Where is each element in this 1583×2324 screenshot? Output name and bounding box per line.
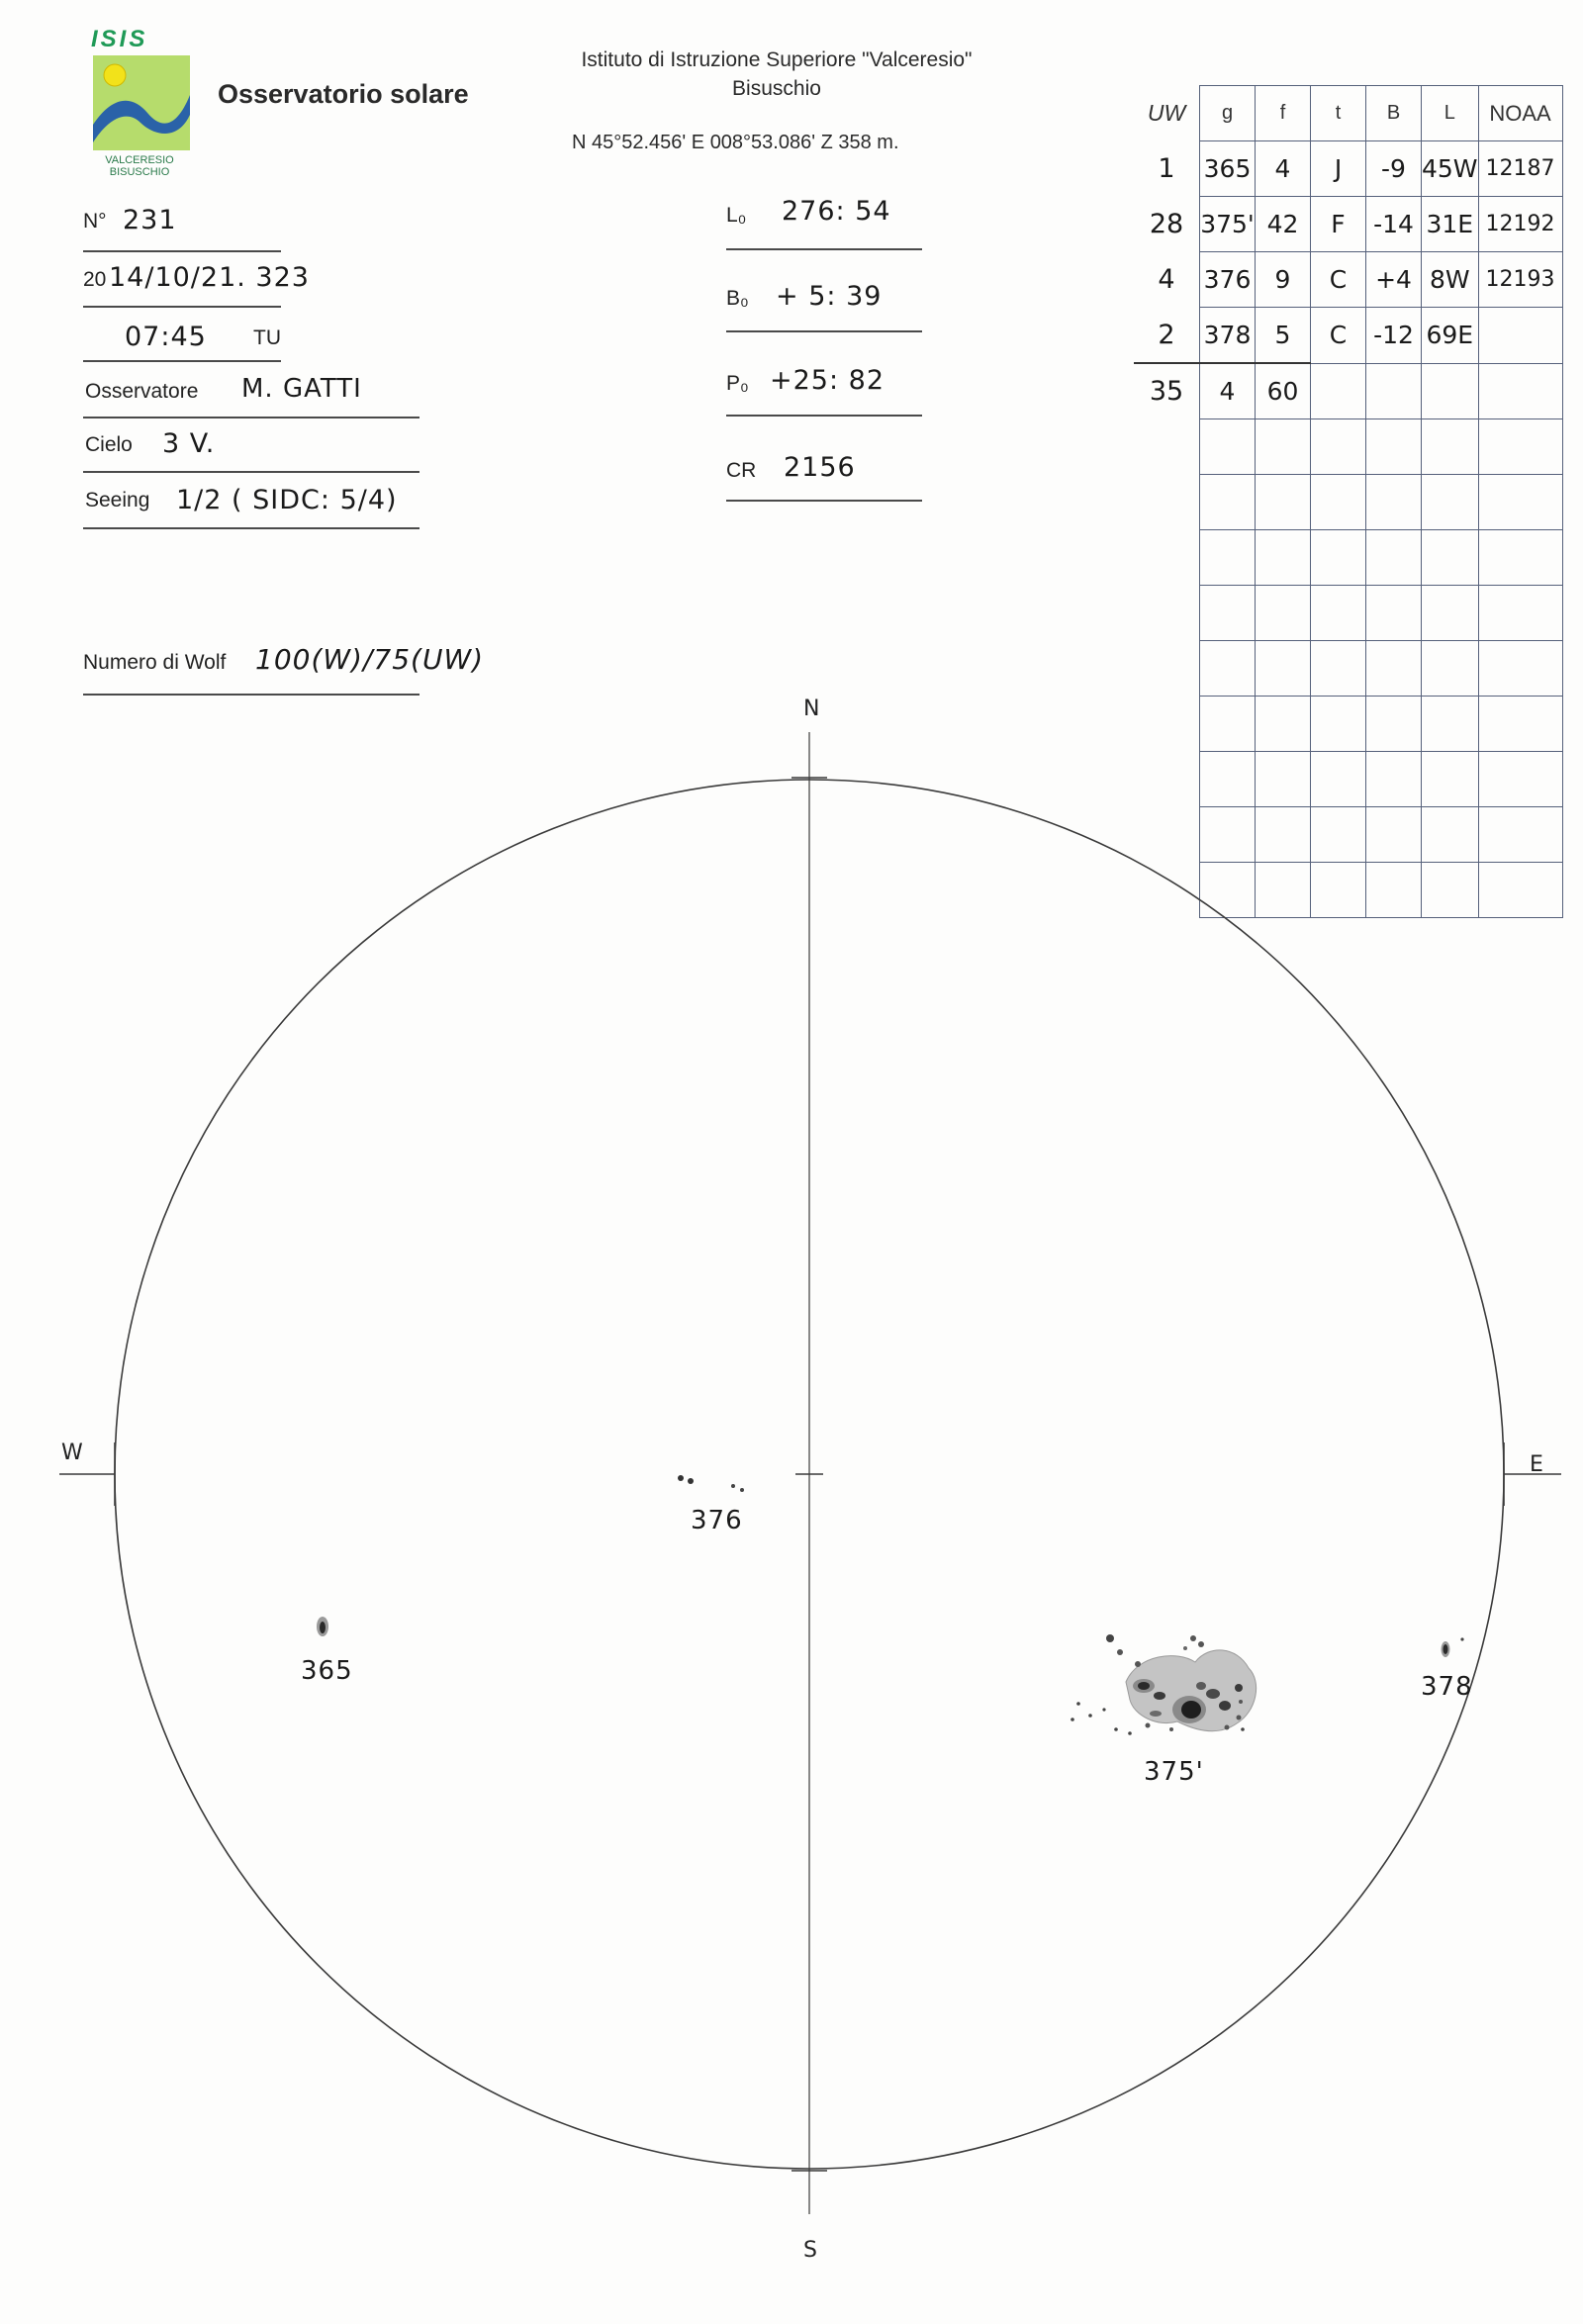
l0-label: L₀ (726, 204, 747, 227)
umbra (1154, 1692, 1165, 1700)
sunspot (1102, 1708, 1105, 1711)
umbra (1138, 1682, 1150, 1690)
cell-type: C (1311, 252, 1366, 308)
observation-number: 231 (123, 205, 177, 235)
umbra (1196, 1682, 1206, 1690)
col-header-uw: UW (1147, 100, 1186, 126)
umbra (1219, 1701, 1231, 1711)
sunspot (1235, 1684, 1243, 1692)
total-groups: 4 (1200, 363, 1256, 419)
cell-uw: 1 (1158, 153, 1175, 184)
sunspot-group-375 (1071, 1634, 1256, 1735)
umbra (1206, 1689, 1220, 1699)
group-label-365: 365 (301, 1656, 353, 1686)
group-label-375: 375' (1144, 1757, 1204, 1787)
time-suffix: TU (253, 326, 281, 349)
logo-tag: ISIS (91, 26, 148, 52)
sunspot (1183, 1646, 1187, 1650)
cell-type: F (1311, 197, 1366, 252)
cell-lon: 31E (1422, 197, 1479, 252)
col-header-l: L (1422, 86, 1479, 141)
wolf-number: 100(W)/75(UW) (255, 643, 485, 676)
sunspot (1190, 1635, 1196, 1641)
seeing-value: 1/2 ( SIDC: 5/4) (176, 485, 398, 515)
sunspot (1106, 1634, 1114, 1642)
observer-name: M. GATTI (241, 374, 362, 404)
col-header-noaa: NOAA (1478, 86, 1562, 141)
cell-f: 42 (1256, 197, 1311, 252)
cell-noaa: 12187 (1478, 141, 1562, 197)
sunspot (1071, 1718, 1074, 1721)
sunspot (1146, 1723, 1151, 1728)
sky-label: Cielo (85, 433, 133, 456)
sunspot (1460, 1637, 1463, 1640)
south-label: S (803, 2238, 817, 2263)
cell-f: 9 (1256, 252, 1311, 308)
cell-lat: -14 (1366, 197, 1422, 252)
cr-value: 2156 (784, 452, 856, 483)
number-label: N° (83, 210, 107, 232)
cell-noaa: 12192 (1478, 197, 1562, 252)
sunspot (1169, 1727, 1173, 1731)
west-label: W (61, 1441, 83, 1465)
l0-value: 276: 54 (782, 196, 891, 227)
col-header-b: B (1366, 86, 1422, 141)
umbra (320, 1622, 326, 1633)
group-label-378: 378 (1421, 1672, 1473, 1702)
col-header-g: g (1200, 86, 1256, 141)
sunspot (1114, 1727, 1118, 1731)
cell-lat: -9 (1366, 141, 1422, 197)
sunspot (1198, 1641, 1204, 1647)
sunspot (1088, 1714, 1092, 1718)
cell-lon: 45W (1422, 141, 1479, 197)
cell-uw: 4 (1158, 264, 1175, 295)
north-label: N (803, 697, 820, 721)
sunspot (1241, 1727, 1245, 1731)
cell-group: 376 (1200, 252, 1256, 308)
cell-noaa: 12193 (1478, 252, 1562, 308)
sunspot (1117, 1649, 1123, 1655)
observatory-title: Osservatorio solare (218, 79, 469, 109)
cell-uw: 2 (1158, 319, 1175, 350)
date-prefix: 20 (83, 268, 107, 291)
total-uw: 35 (1134, 363, 1200, 419)
cell-lat: -12 (1366, 308, 1422, 364)
east-label: E (1530, 1452, 1543, 1477)
b0-label: B₀ (726, 287, 749, 310)
p0-label: P₀ (726, 372, 749, 395)
sky-value: 3 V. (162, 428, 216, 459)
cell-uw: 28 (1149, 209, 1184, 239)
sunspot (1128, 1731, 1132, 1735)
observer-label: Osservatore (85, 380, 199, 403)
sunspot (678, 1475, 684, 1481)
sunspot (1239, 1700, 1243, 1704)
group-label-376: 376 (691, 1506, 743, 1535)
sunspot (740, 1488, 744, 1492)
umbra (1181, 1701, 1201, 1719)
cell-type: C (1311, 308, 1366, 364)
logo-caption: VALCERESIO BISUSCHIO (105, 154, 174, 178)
sunspot (731, 1484, 735, 1488)
cell-f: 5 (1256, 308, 1311, 364)
b0-value: + 5: 39 (776, 281, 883, 312)
sunspot (1237, 1716, 1242, 1720)
umbra (1150, 1711, 1162, 1717)
cell-group: 375' (1200, 197, 1256, 252)
wolf-label: Numero di Wolf (83, 651, 227, 674)
institute-title: Istituto di Istruzione Superiore "Valceresio" Bisuschio (581, 48, 973, 100)
cell-group: 378 (1200, 308, 1256, 364)
umbra (1443, 1644, 1448, 1654)
total-f: 60 (1256, 363, 1311, 419)
cell-f: 4 (1256, 141, 1311, 197)
sunspot (1225, 1725, 1230, 1730)
site-coordinates: N 45°52.456' E 008°53.086' Z 358 m. (572, 132, 899, 153)
sunspot (688, 1478, 694, 1484)
col-header-t: t (1311, 86, 1366, 141)
cr-label: CR (726, 459, 757, 482)
cell-group: 365 (1200, 141, 1256, 197)
cell-type: J (1311, 141, 1366, 197)
seeing-label: Seeing (85, 489, 150, 511)
observation-date: 14/10/21. 323 (109, 262, 310, 293)
sunspot-group-365 (317, 1617, 328, 1636)
sunspot (1076, 1702, 1080, 1706)
cell-lon: 8W (1422, 252, 1479, 308)
sunspot-group-378 (1442, 1637, 1464, 1657)
col-header-f: f (1256, 86, 1311, 141)
sunspot-group-376 (678, 1475, 744, 1492)
sunspot (1135, 1661, 1141, 1667)
cell-lat: +4 (1366, 252, 1422, 308)
cell-lon: 69E (1422, 308, 1479, 364)
observation-time: 07:45 (125, 322, 207, 352)
p0-value: +25: 82 (770, 365, 885, 396)
